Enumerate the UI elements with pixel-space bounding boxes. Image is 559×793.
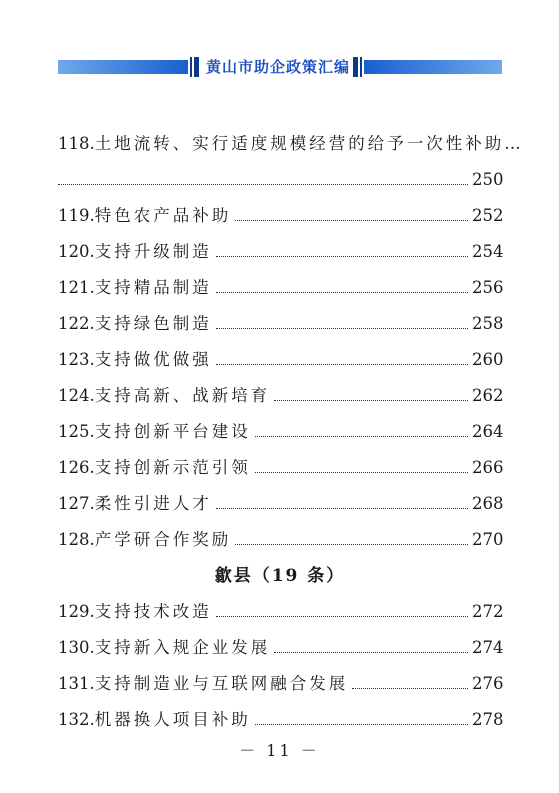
page-number: － 11 － (239, 741, 320, 760)
toc-entry-title: 特色农产品补助 (94, 206, 232, 225)
toc-entry-number: 118. (58, 134, 95, 153)
toc-entry[interactable] (58, 407, 502, 443)
toc-entry-title: 柔性引进人才 (94, 494, 212, 513)
toc-entry-title: 支持制造业与互联网融合发展 (94, 674, 349, 693)
toc-leader-dots (235, 543, 468, 545)
toc-entry-number: 123. (58, 350, 95, 369)
toc-entry-page: 270 (472, 530, 504, 549)
toc-leader-dots (216, 255, 468, 257)
toc-leader-dots (216, 363, 468, 365)
toc-leader-dots (216, 327, 468, 329)
toc-entry-title: 机器换人项目补助 (94, 710, 251, 729)
toc-entry-number: 122. (58, 314, 95, 333)
toc-entry-page: 254 (472, 242, 504, 261)
toc-entry[interactable] (58, 515, 502, 551)
toc-entry-page: 266 (472, 458, 504, 477)
toc-entry-title: 支持精品制造 (94, 278, 212, 297)
toc-entry-title: 支持技术改造 (94, 602, 212, 621)
header-bar (194, 57, 199, 77)
toc-entry-number: 120. (58, 242, 95, 261)
header-bar (190, 57, 192, 77)
section-heading: 歙县（19 条） (214, 566, 346, 586)
toc-entry-number: 126. (58, 458, 95, 477)
toc-entry[interactable] (58, 443, 502, 479)
toc-leader-dots (255, 471, 468, 473)
toc-entry[interactable] (58, 623, 502, 659)
toc-leader-dots (58, 183, 468, 185)
toc-entry-number: 131. (58, 674, 95, 693)
toc-entry-number: 129. (58, 602, 95, 621)
toc-entry-number: 132. (58, 710, 95, 729)
toc-entry-title: 支持升级制造 (94, 242, 212, 261)
header-bar (353, 57, 358, 77)
toc-entry[interactable] (58, 299, 502, 335)
toc-entry-title: 支持新入规企业发展 (94, 638, 271, 657)
toc-leader-dots (255, 435, 468, 437)
table-of-contents (58, 119, 521, 731)
toc-entry-page: 274 (472, 638, 504, 657)
toc-leader-dots (255, 723, 468, 725)
toc-entry[interactable] (58, 119, 521, 155)
toc-entry[interactable] (58, 335, 502, 371)
toc-entry[interactable] (58, 479, 502, 515)
toc-leader-dots (274, 399, 468, 401)
toc-entry-number: 121. (58, 278, 95, 297)
header-banner (58, 56, 502, 78)
toc-entry-number: 130. (58, 638, 95, 657)
toc-entry-title: 产学研合作奖励 (94, 530, 232, 549)
toc-entry-page: 252 (472, 206, 504, 225)
toc-entry[interactable] (58, 191, 502, 227)
toc-entry-page: 260 (472, 350, 504, 369)
toc-leader-dots (235, 219, 468, 221)
toc-entry[interactable] (58, 587, 502, 623)
toc-entry-title: 土地流转、实行适度规模经营的给予一次性补助 (94, 134, 505, 153)
toc-leader-dots (216, 507, 468, 509)
toc-entry-number: 127. (58, 494, 95, 513)
toc-leader-dots (216, 615, 468, 617)
toc-entry[interactable] (58, 227, 502, 263)
toc-entry-page: 278 (472, 710, 504, 729)
toc-entry-continuation[interactable] (58, 155, 502, 191)
toc-entry-title: 支持绿色制造 (94, 314, 212, 333)
toc-entry-page: 276 (472, 674, 504, 693)
toc-entry[interactable] (58, 659, 502, 695)
toc-entry-number: 119. (58, 206, 95, 225)
toc-entry-title: 支持高新、战新培育 (94, 386, 271, 405)
toc-entry-page: 256 (472, 278, 504, 297)
toc-entry-number: 125. (58, 422, 95, 441)
toc-entry[interactable] (58, 695, 502, 731)
toc-entry-page: 250 (472, 170, 504, 189)
toc-entry-title: 支持创新示范引领 (94, 458, 251, 477)
toc-entry-number: 128. (58, 530, 95, 549)
header-title: 黄山市助企政策汇编 (205, 58, 350, 76)
toc-entry-page: 268 (472, 494, 504, 513)
header-bar (360, 57, 362, 77)
toc-entry-title: 支持创新平台建设 (94, 422, 251, 441)
header-band-left (58, 60, 188, 74)
toc-leader-dots (274, 651, 468, 653)
toc-entry[interactable] (58, 371, 502, 407)
toc-entry-number: 124. (58, 386, 95, 405)
toc-leader-dots (352, 687, 468, 689)
toc-entry-page: 264 (472, 422, 504, 441)
toc-entry-page: 272 (472, 602, 504, 621)
toc-leader-dots (216, 291, 468, 293)
toc-entry-page: 262 (472, 386, 504, 405)
toc-entry[interactable] (58, 263, 502, 299)
toc-entry-ellipsis: … (504, 134, 521, 153)
toc-entry-title: 支持做优做强 (94, 350, 212, 369)
toc-entry-page: 258 (472, 314, 504, 333)
header-band-right (364, 60, 502, 74)
